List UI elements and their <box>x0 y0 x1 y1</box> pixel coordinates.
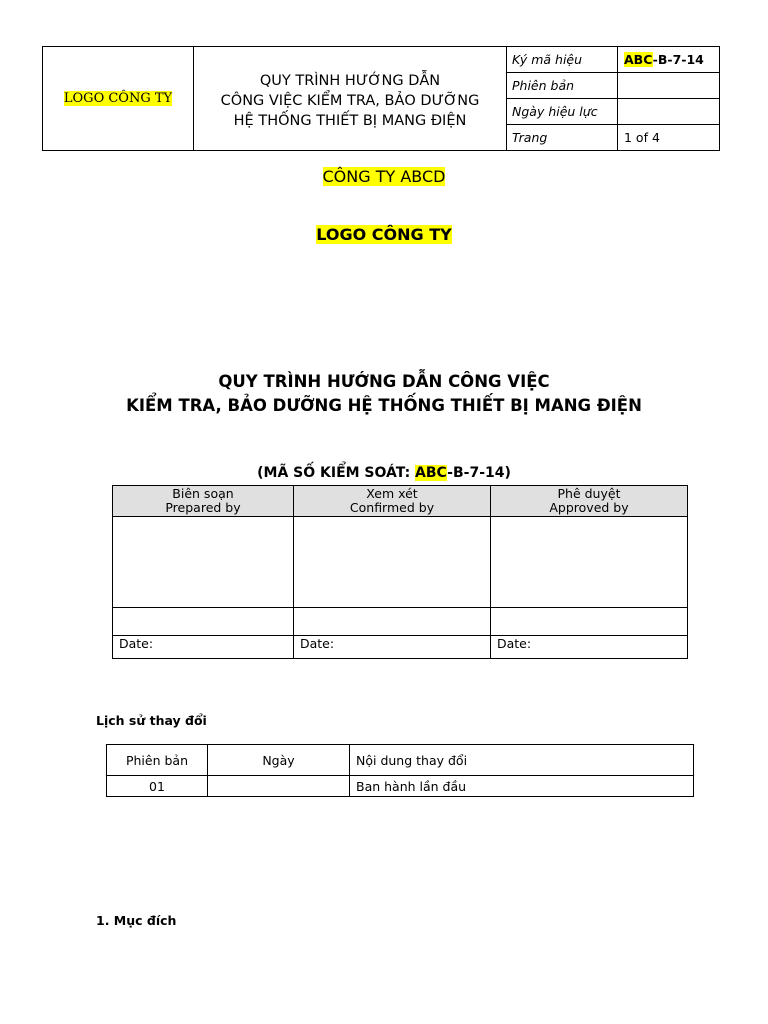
history-col-content: Nội dung thay đổi <box>350 745 694 776</box>
date-cell-confirmed: Date: <box>294 636 491 659</box>
field-value-page: 1 of 4 <box>618 125 720 151</box>
document-header-table <box>42 46 720 151</box>
sign-header-en: Prepared by <box>165 500 241 515</box>
signature-table <box>112 485 688 659</box>
field-value-effective-date <box>618 99 720 125</box>
history-content: Ban hành lần đầu <box>350 776 694 797</box>
control-suffix: -B-7-14) <box>447 465 511 481</box>
sign-header-prepared <box>113 486 294 517</box>
field-label-page: Trang <box>507 125 618 151</box>
logo-placeholder-line <box>0 225 768 244</box>
document-title-line: QUY TRÌNH HƯỚNG DẪN CÔNG VIỆC <box>218 372 550 391</box>
sign-header-approved <box>491 486 688 517</box>
control-prefix: (MÃ SỐ KIỂM SOÁT: <box>257 465 416 481</box>
history-col-date: Ngày <box>208 745 350 776</box>
header-title-line: HỆ THỐNG THIẾT BỊ MANG ĐIỆN <box>233 112 467 129</box>
history-date <box>208 776 350 797</box>
header-logo-text: LOGO CÔNG TY <box>63 91 173 106</box>
header-title-cell <box>194 47 507 151</box>
header-title-line: QUY TRÌNH HƯỚNG DẪN <box>259 72 441 89</box>
control-highlight: ABC <box>415 465 448 481</box>
sign-header-en: Confirmed by <box>349 500 435 515</box>
date-cell-approved: Date: <box>491 636 688 659</box>
history-version: 01 <box>107 776 208 797</box>
name-box-prepared <box>113 608 294 636</box>
history-heading: Lịch sử thay đổi <box>96 713 207 728</box>
sign-header-vi: Biên soạn <box>172 486 234 501</box>
field-value-code <box>618 47 720 73</box>
field-value-version <box>618 73 720 99</box>
logo-placeholder: LOGO CÔNG TY <box>316 225 452 244</box>
name-box-approved <box>491 608 688 636</box>
header-title-line: CÔNG VIỆC KIỂM TRA, BẢO DƯỠNG <box>220 92 480 109</box>
sign-header-vi: Xem xét <box>366 486 418 501</box>
history-col-version: Phiên bản <box>107 745 208 776</box>
sign-header-vi: Phê duyệt <box>557 486 621 501</box>
signature-box-approved <box>491 517 688 608</box>
signature-box-prepared <box>113 517 294 608</box>
header-logo-cell <box>43 47 194 151</box>
table-row <box>107 776 694 797</box>
date-cell-prepared: Date: <box>113 636 294 659</box>
code-suffix: -B-7-14 <box>652 52 704 67</box>
change-history-table <box>106 744 694 797</box>
field-label-code: Ký mã hiệu <box>507 47 618 73</box>
company-name-line <box>0 167 768 186</box>
document-title <box>0 370 768 418</box>
code-prefix: ABC <box>624 52 653 67</box>
section-heading-purpose: 1. Mục đích <box>96 913 177 928</box>
field-label-effective-date: Ngày hiệu lực <box>507 99 618 125</box>
field-label-version: Phiên bản <box>507 73 618 99</box>
signature-box-confirmed <box>294 517 491 608</box>
control-code <box>0 465 768 481</box>
sign-header-en: Approved by <box>549 500 629 515</box>
sign-header-confirmed <box>294 486 491 517</box>
name-box-confirmed <box>294 608 491 636</box>
document-title-line: KIỂM TRA, BẢO DƯỠNG HỆ THỐNG THIẾT BỊ MANG ĐIỆN <box>126 396 642 415</box>
company-name: CÔNG TY ABCD <box>322 167 446 186</box>
